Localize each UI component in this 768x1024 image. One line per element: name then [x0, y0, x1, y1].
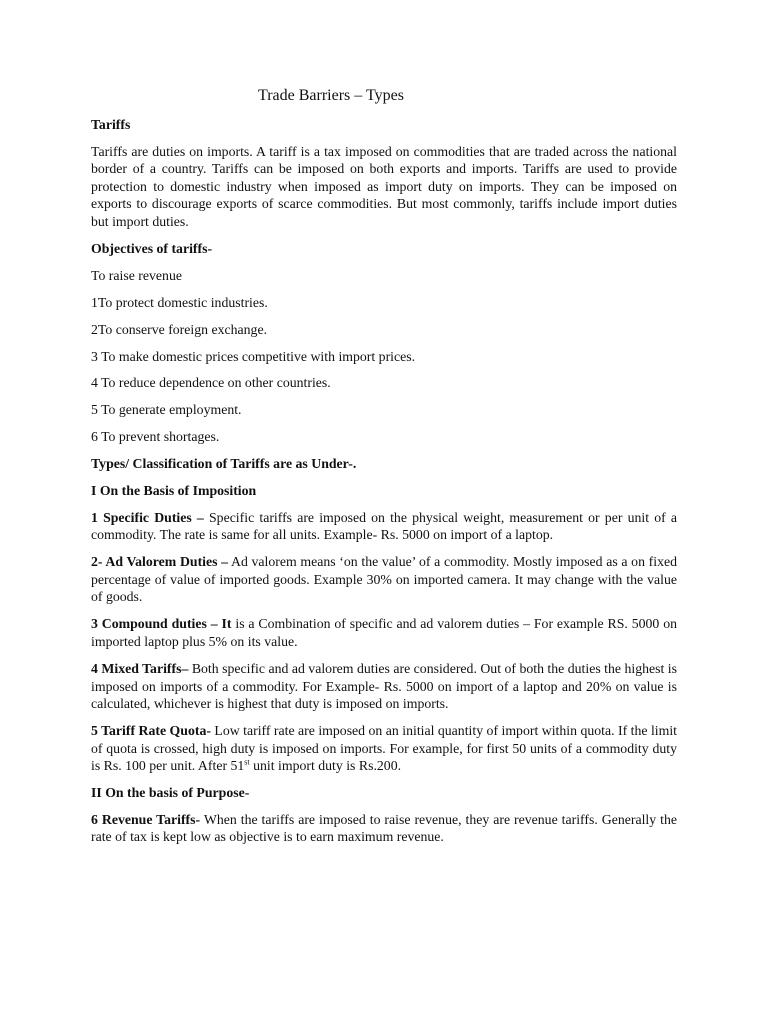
objective-item: 2To conserve foreign exchange.	[91, 321, 268, 337]
compound-duties-text: is a Combination of specific and ad valorem duties – For example RS. 5000 on imported laptop plus 5% on its value.	[91, 616, 677, 649]
objective-item: 6 To prevent shortages.	[91, 429, 220, 445]
objective-item: 3 To make domestic prices competitive with import prices.	[91, 348, 416, 364]
tariff-rate-quota-text: Low tariff rate are imposed on an initial quantity of import within quota. If the limit of quota is crossed, high duty is imposed on imports. For example, for first 50 units of a commodity duty is Rs. 100 per unit. After 51	[91, 723, 678, 774]
imposition-heading: I On the Basis of Imposition	[91, 483, 257, 499]
tariff-rate-quota-paragraph	[91, 722, 677, 775]
ordinal-suffix: st	[244, 757, 250, 767]
tariff-rate-quota-text-end: unit import duty is Rs.200.	[249, 758, 402, 774]
revenue-tariffs-text: When the tariffs are imposed to raise revenue, they are revenue tariffs. Generally the rate of tax is kept low as objective is to earn maximum revenue.	[91, 811, 677, 845]
tariff-rate-quota-lead: 5 Tariff Rate Quota-	[91, 723, 211, 739]
tariffs-heading: Tariffs	[91, 117, 131, 132]
tariffs-intro-paragraph: Tariffs are duties on imports. A tariff is a tax imposed on commodities that are traded across the national border of a country. Tariffs can be imposed on both exports and imports. Tariffs are used to provide protection to domestic industry when imposed as import duty on imports. They can be imposed on exports to discourage exports of scarce commodities. But most commonly, tariffs include import duties but import duties.	[91, 143, 677, 229]
ad-valorem-lead: 2- Ad Valorem Duties –	[91, 554, 229, 570]
mixed-tariffs-text: Both specific and ad valorem duties are considered. Out of both the duties the highest is imposed on imports of a commodity. For Example- Rs. 5000 on import of a laptop and 20% on value is calculated, whichever is highest that duty is imposed on imports.	[91, 660, 677, 712]
specific-duties-paragraph	[91, 509, 677, 544]
objective-item: 1To protect domestic industries.	[91, 294, 268, 310]
mixed-tariffs-lead: 4 Mixed Tariffs–	[91, 660, 189, 676]
revenue-tariffs-paragraph	[91, 811, 677, 846]
objective-item: To raise revenue	[91, 267, 182, 283]
specific-duties-lead: 1 Specific Duties –	[91, 509, 204, 525]
objectives-list	[91, 267, 677, 447]
objectives-heading: Objectives of tariffs-	[91, 240, 213, 256]
mixed-tariffs-paragraph	[91, 660, 677, 713]
compound-duties-paragraph	[91, 615, 677, 650]
objective-item: 4 To reduce dependence on other countries.	[91, 375, 331, 391]
types-heading: Types/ Classification of Tariffs are as Under-.	[91, 456, 357, 472]
revenue-tariffs-lead: 6 Revenue Tariffs-	[91, 811, 201, 827]
document-title: Trade Barriers – Types	[258, 87, 404, 104]
ad-valorem-paragraph	[91, 553, 677, 606]
compound-duties-lead: 3 Compound duties – It	[91, 616, 232, 632]
ad-valorem-text: Ad valorem means ‘on the value’ of a commodity. Mostly imposed as a on fixed percentage of value of imported goods. Example 30% on imported camera. It may change with the value of goods.	[91, 554, 677, 605]
specific-duties-text: Specific tariffs are imposed on the physical weight, measurement or per unit of a commodity. The rate is same for all units. Example- Rs. 5000 on import of a laptop.	[91, 509, 677, 543]
purpose-heading: II On the basis of Purpose-	[91, 785, 250, 801]
objective-item: 5 To generate employment.	[91, 402, 242, 418]
